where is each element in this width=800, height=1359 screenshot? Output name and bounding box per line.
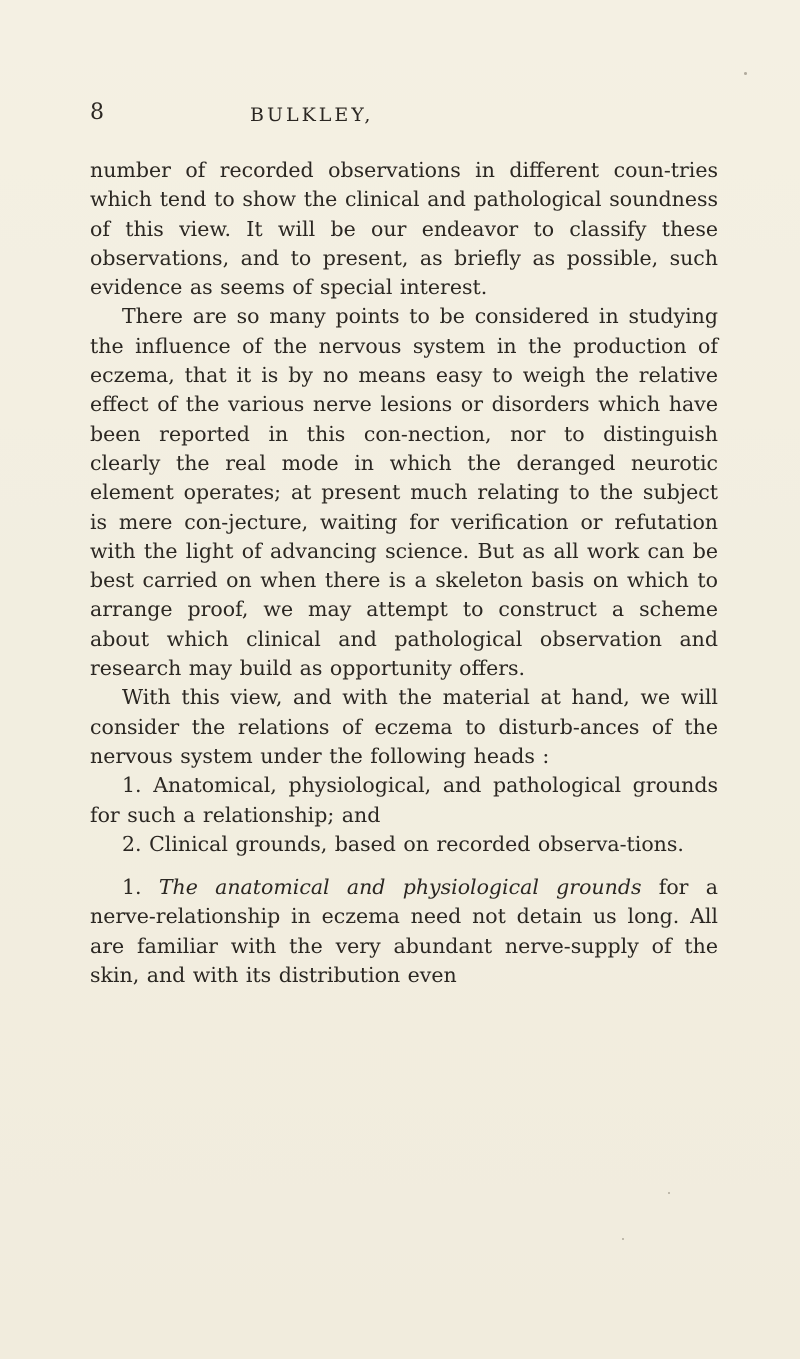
running-head: BULKLEY,	[250, 104, 374, 126]
paragraph-1: number of recorded observations in different coun-tries which tend to show the clinical and pathological soundness of this view. It will be our endeavor to classify these observations, and to present, as briefly as possible, such evidence as seems of special interest.	[90, 158, 718, 300]
section-text: for a nerve-relationship in eczema need not detain us long. All are familiar with the very abundant nerve-supply of the skin, and with its distribution even	[90, 875, 718, 988]
paper-speck	[744, 72, 747, 75]
paper-speck	[668, 1192, 670, 1194]
page-header	[90, 98, 730, 138]
body-text	[90, 156, 718, 990]
list-item-1: 1. Anatomical, physiological, and pathological grounds for such a relationship; and	[90, 773, 718, 827]
section-paragraph	[90, 873, 718, 990]
page-number: 8	[90, 100, 104, 125]
paragraph-2: There are so many points to be considered in studying the influence of the nervous system in the production of eczema, that it is by no means easy to weigh the relative effect of the various nerve lesions or disorders which have been reported in this con-nection, nor to distinguish clearly the real mode in which the deranged neurotic element operates; at present much relating to the subject is mere con-jecture, waiting for verification or refutation with the light of advancing science. But as all work can be best carried on when there is a skeleton basis on which to arrange proof, we may attempt to construct a scheme about which clinical and pathological observation and research may build as opportunity offers.	[90, 304, 718, 681]
section-title: The anatomical and physiological grounds	[158, 875, 642, 900]
list-item-2: 2. Clinical grounds, based on recorded observa-tions.	[122, 831, 684, 856]
paper-speck	[622, 1238, 624, 1240]
section-number: 1.	[122, 875, 142, 900]
paragraph-3: With this view, and with the material at hand, we will consider the relations of eczema to disturb-ances of the nervous system under the following heads :	[90, 685, 718, 768]
